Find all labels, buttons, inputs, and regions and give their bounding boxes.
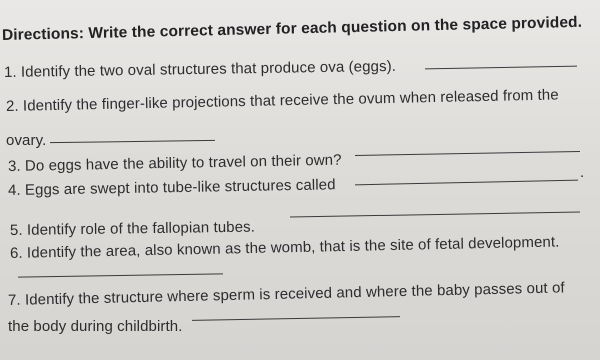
answer-blank-6[interactable] [18,273,223,277]
answer-blank-7[interactable] [192,316,400,321]
answer-blank-1[interactable] [425,66,577,70]
answer-blank-5[interactable] [290,211,580,217]
question-7-line-2: the body during childbirth. [8,318,183,335]
question-7-line-1: 7. Identify the structure where sperm is received and where the baby passes out of [7,279,565,309]
directions-heading: Directions: Write the correct answer for each question on the space provided. [1,13,583,44]
question-1: 1. Identify the two oval structures that produce ova (eggs). [3,57,397,81]
question-5: 5. Identify role of the fallopian tubes. [9,218,256,239]
question-4: 4. Eggs are swept into tube-like structures called [7,176,336,199]
answer-blank-3[interactable] [355,151,580,156]
question-3: 3. Do eggs have the ability to travel on their own? [7,151,342,175]
answer-blank-2[interactable] [50,140,215,143]
question-2-line-2: ovary. [6,132,47,149]
question-2-line-1: 2. Identify the finger-like projections that receive the ovum when released from the [5,86,559,115]
question-4-period: . [580,164,585,181]
question-6: 6. Identify the area, also known as the womb, that is the site of fetal development. [9,233,560,262]
answer-blank-4[interactable] [355,180,578,186]
